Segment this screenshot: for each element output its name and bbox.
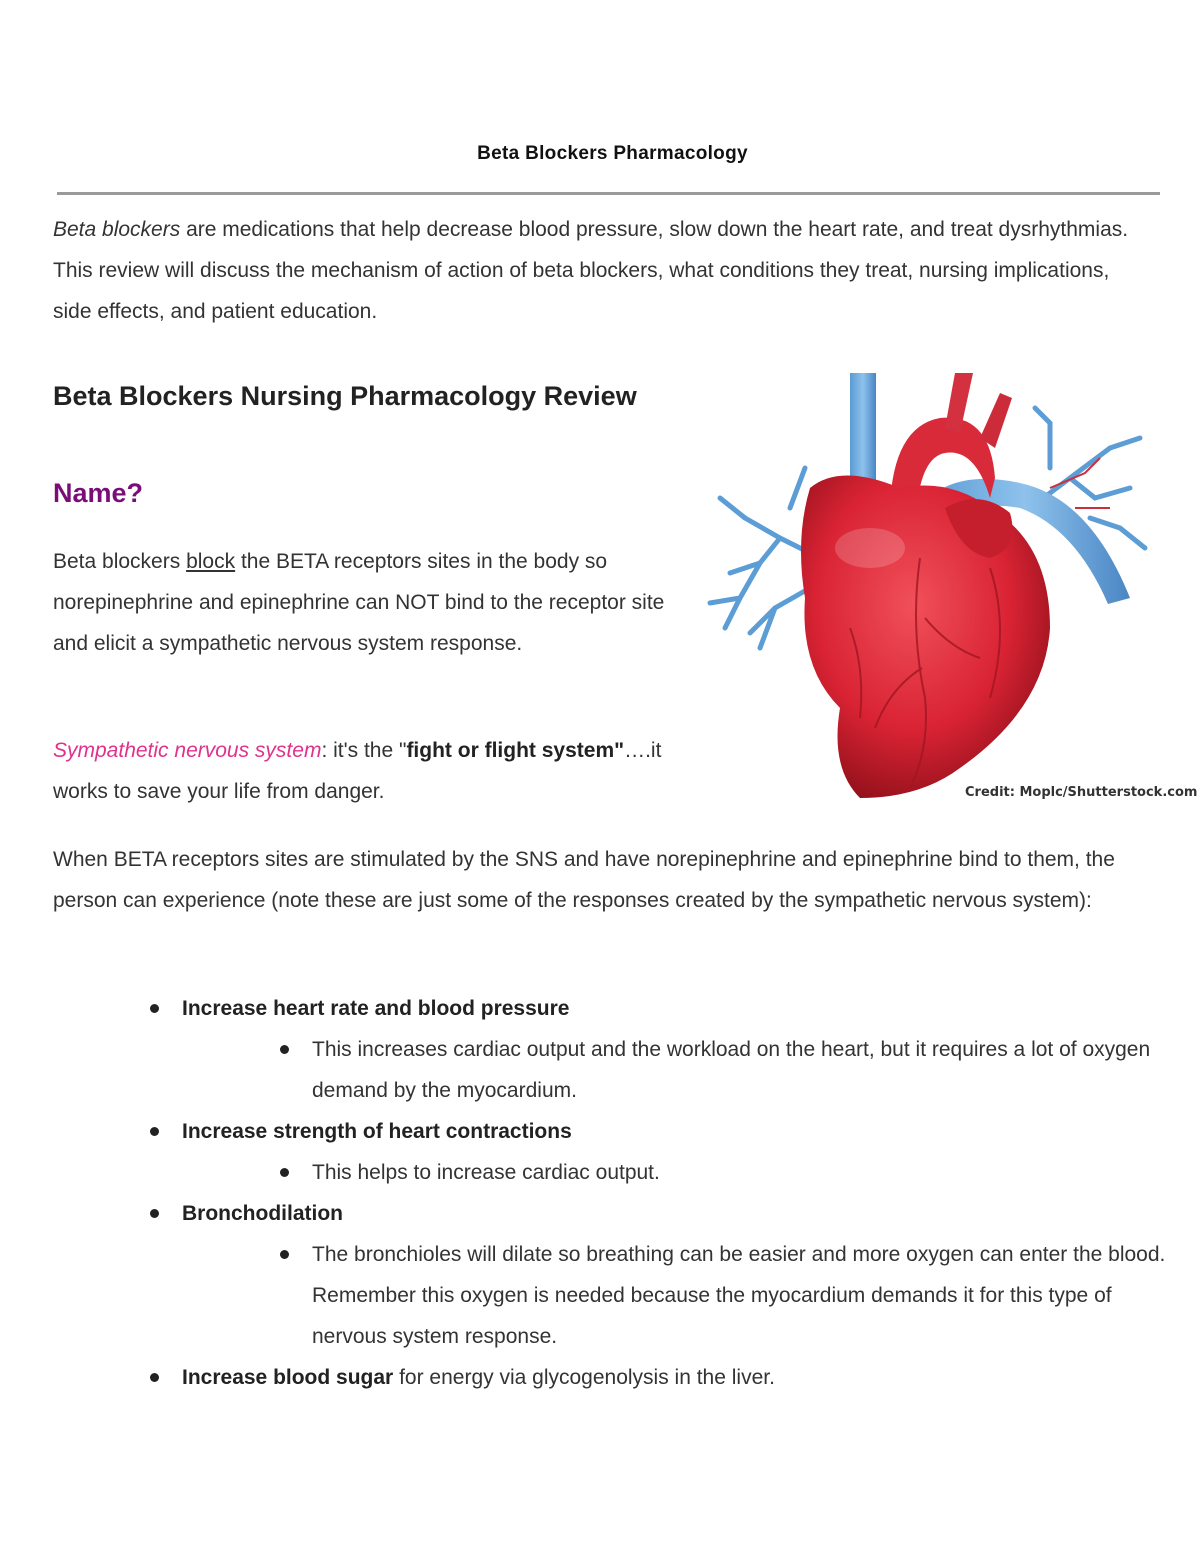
sub-list-text: This helps to increase cardiac output.: [312, 1161, 660, 1184]
beta-blocker-paragraph: [53, 541, 673, 664]
bullet-icon: [280, 1045, 289, 1054]
sub-list-item: [0, 1029, 1200, 1111]
document-title: Beta Blockers Pharmacology: [477, 143, 748, 164]
section-heading: Beta Blockers Nursing Pharmacology Review: [53, 381, 637, 411]
list-item-bold: Increase strength of heart contractions: [182, 1120, 572, 1143]
list-item: [0, 1357, 1200, 1398]
intro-text: are medications that help decrease blood pressure, slow down the heart rate, and treat dysrhythmias. This review will discuss the mechanism of action of beta blockers, what conditions they treat, nursing implications, side effects, and patient education.: [53, 218, 1129, 323]
sub-list-text: The bronchioles will dilate so breathing can be easier and more oxygen can enter the blood. Remember this oxygen is needed because the myocardium demands it for this type of nervous system response.: [312, 1243, 1166, 1348]
para1-post: the BETA receptors sites in the body so norepinephrine and epinephrine can NOT bind to the receptor site and elicit a sympathetic nervous system response.: [53, 550, 665, 655]
bullet-icon: [150, 1127, 159, 1136]
bullet-icon: [150, 1373, 159, 1382]
image-credit: Credit: Moplc/Shutterstock.com: [965, 785, 1198, 800]
title-divider: [57, 192, 1160, 195]
list-item-bold: Increase heart rate and blood pressure: [182, 997, 570, 1020]
list-item: [0, 1193, 1200, 1234]
list-item-bold: Bronchodilation: [182, 1202, 343, 1225]
list-item: [0, 1111, 1200, 1152]
para2-post: ….it works to save your life from danger.: [53, 739, 662, 803]
sns-paragraph: [53, 730, 673, 812]
bullet-icon: [280, 1168, 289, 1177]
heart-illustration: [690, 368, 1160, 808]
list-item-bold: Increase blood sugar: [182, 1366, 394, 1389]
intro-paragraph: [53, 209, 1133, 332]
name-subheading: Name?: [53, 478, 144, 508]
intro-term: Beta blockers: [53, 218, 181, 241]
sub-list-item: [0, 1234, 1200, 1357]
bullet-icon: [150, 1004, 159, 1013]
list-item-text: for energy via glycogenolysis in the liver.: [393, 1366, 775, 1389]
response-list: [0, 988, 1200, 1398]
bullet-icon: [280, 1250, 289, 1259]
list-item: [0, 988, 1200, 1029]
sub-list-item: [0, 1152, 1200, 1193]
sns-term: Sympathetic nervous system: [53, 739, 322, 762]
block-underlined: block: [186, 550, 236, 573]
bullet-icon: [150, 1209, 159, 1218]
receptor-paragraph: When BETA receptors sites are stimulated by the SNS and have norepinephrine and epinephrine bind to them, the person can experience (note these are just some of the responses created by the sympathetic nervous system):: [53, 848, 1115, 912]
para1-pre: Beta blockers: [53, 550, 187, 573]
sub-list-text: This increases cardiac output and the workload on the heart, but it requires a lot of oxygen demand by the myocardium.: [312, 1038, 1151, 1102]
fight-or-flight: fight or flight system": [406, 739, 625, 762]
para2-mid: : it's the ": [321, 739, 407, 762]
